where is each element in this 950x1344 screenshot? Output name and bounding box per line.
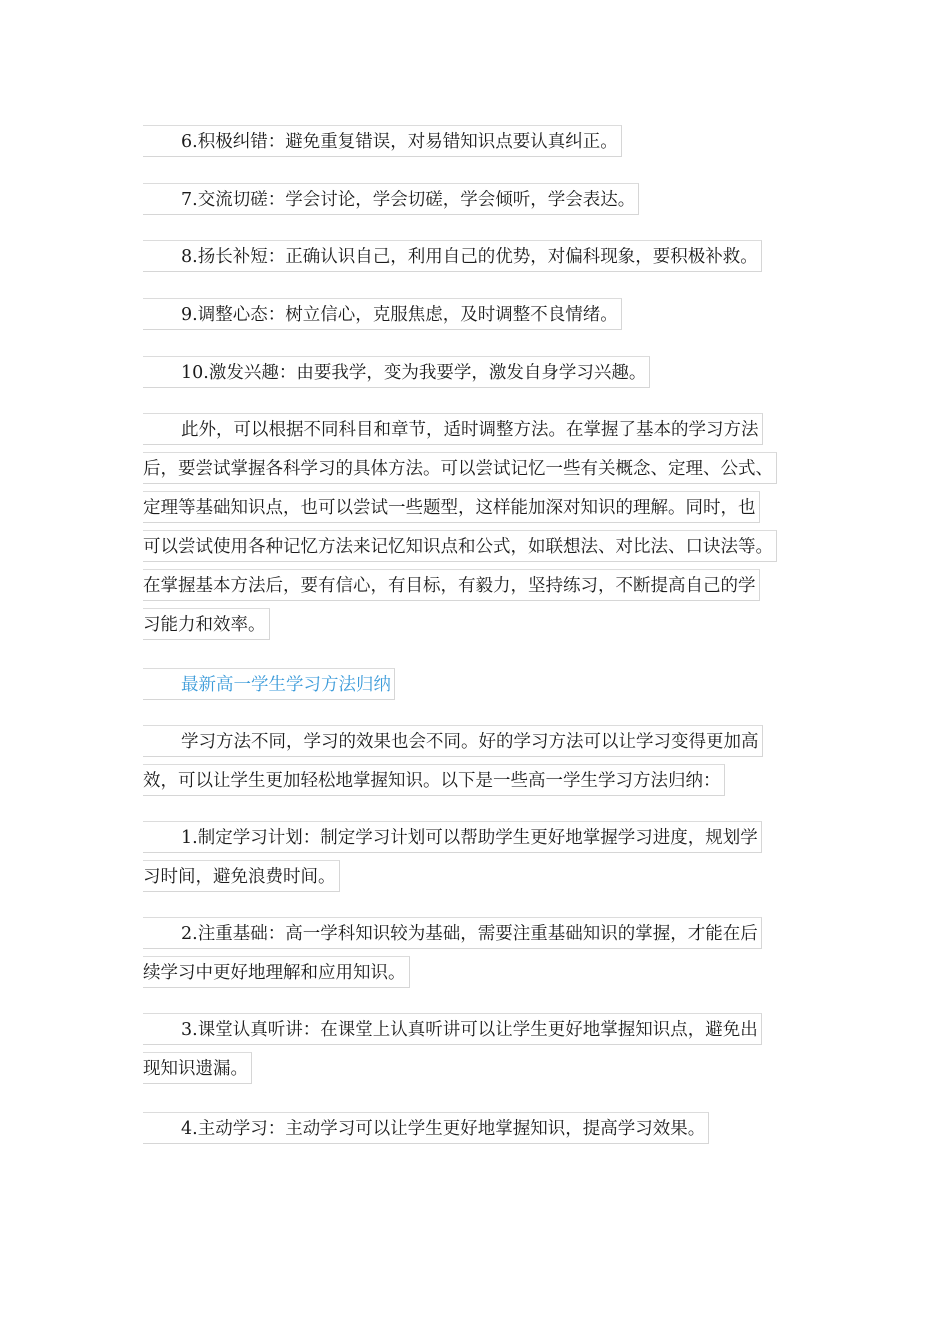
list-item-text: 8.扬长补短：正确认识自己，利用自己的优势，对偏科现象，要积极补救。 (143, 240, 762, 272)
list-item-text: 9.调整心态：树立信心，克服焦虑，及时调整不良情绪。 (143, 298, 622, 330)
paragraph-line: 可以尝试使用各种记忆方法来记忆知识点和公式，如联想法、对比法、口诀法等。 (143, 530, 777, 562)
list-item-text: 3.课堂认真听讲：在课堂上认真听讲可以让学生更好地掌握知识点，避免出 (143, 1013, 762, 1045)
paragraph-line: 效，可以让学生更加轻松地掌握知识。以下是一些高一学生学习方法归纳： (143, 764, 725, 796)
list-item (143, 917, 807, 995)
list-item (143, 1013, 807, 1091)
list-item (143, 125, 807, 164)
list-item-text: 续学习中更好地理解和应用知识。 (143, 956, 410, 988)
paragraph-line: 此外，可以根据不同科目和章节，适时调整方法。在掌握了基本的学习方法 (143, 413, 763, 445)
paragraph-line: 在掌握基本方法后，要有信心，有目标，有毅力，坚持练习，不断提高自己的学 (143, 569, 760, 601)
paragraph-line: 学习方法不同，学习的效果也会不同。好的学习方法可以让学习变得更加高 (143, 725, 763, 757)
list-item (143, 1112, 807, 1151)
list-item (143, 356, 807, 395)
list-item (143, 821, 807, 899)
list-item (143, 298, 807, 337)
list-item (143, 240, 807, 279)
list-item-text: 10.激发兴趣：由要我学，变为我要学，激发自身学习兴趣。 (143, 356, 650, 388)
list-item-text: 习时间，避免浪费时间。 (143, 860, 340, 892)
section-title-text: 最新高一学生学习方法归纳 (143, 668, 395, 700)
paragraph-line: 定理等基础知识点，也可以尝试一些题型，这样能加深对知识的理解。同时，也 (143, 491, 760, 523)
list-item-text: 现知识遗漏。 (143, 1052, 252, 1084)
list-item-text: 7.交流切磋：学会讨论，学会切磋，学会倾听，学会表达。 (143, 183, 639, 215)
list-item (143, 183, 807, 222)
summary-paragraph (143, 413, 807, 647)
list-item-text: 1.制定学习计划：制定学习计划可以帮助学生更好地掌握学习进度，规划学 (143, 821, 762, 853)
section-title (143, 668, 807, 707)
paragraph-line: 习能力和效率。 (143, 608, 270, 640)
paragraph-line: 后，要尝试掌握各科学习的具体方法。可以尝试记忆一些有关概念、定理、公式、 (143, 452, 777, 484)
intro-paragraph (143, 725, 807, 803)
list-item-text: 4.主动学习：主动学习可以让学生更好地掌握知识，提高学习效果。 (143, 1112, 709, 1144)
list-item-text: 6.积极纠错：避免重复错误，对易错知识点要认真纠正。 (143, 125, 622, 157)
list-item-text: 2.注重基础：高一学科知识较为基础，需要注重基础知识的掌握，才能在后 (143, 917, 762, 949)
